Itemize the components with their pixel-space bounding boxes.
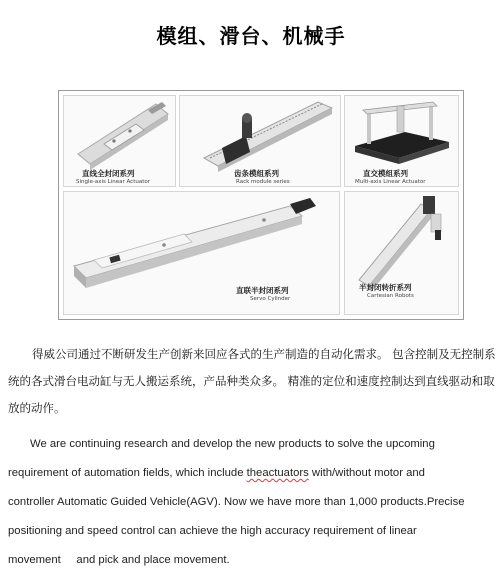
product-caption-zh: 齿条模组系列	[234, 169, 279, 178]
english-line: movement and pick and place movement.	[8, 554, 230, 566]
english-line: controller Automatic Guided Vehicle(AGV). Now we have more than 1,000 products.Precise	[8, 496, 465, 508]
product-caption-en: Servo Cylinder	[250, 296, 291, 302]
english-line	[8, 459, 498, 488]
product-caption-zh: 半封闭转折系列	[359, 283, 412, 292]
english-description	[8, 430, 498, 575]
english-line-part: requirement of automation fields, which include	[8, 467, 247, 479]
product-caption-en: Rack module series	[236, 179, 290, 185]
product-cell-cartesian	[344, 191, 459, 315]
english-line: We are continuing research and develop the new products to solve the upcoming	[30, 438, 435, 450]
spellcheck-underlined-word: theactuators	[246, 467, 309, 479]
product-caption-zh: 直联半封闭系列	[236, 286, 289, 295]
english-line: positioning and speed control can achieve the high accuracy requirement of linear	[8, 525, 417, 537]
chinese-description: 得威公司通过不断研发生产创新来回应各式的生产制造的自动化需求。 包含控制及无控制系统的各式滑台电动缸与无人搬运系统，产品种类众多。 精准的定位和速度控制达到直线驱动和取放的动作。	[8, 347, 496, 415]
servo-cylinder-image	[64, 192, 341, 316]
product-caption-en: Multi-axis Linear Actuator	[355, 179, 426, 185]
product-cell-servo-cylinder	[63, 191, 340, 315]
product-caption-en: Single-axis Linear Actuator	[76, 179, 150, 185]
product-cell-rack-module	[179, 95, 341, 187]
product-caption-en: Cartesian Robots	[367, 293, 414, 299]
product-cell-multi-axis	[344, 95, 459, 187]
product-caption-zh: 直交模组系列	[363, 169, 408, 178]
product-caption-zh: 直线全封闭系列	[82, 169, 135, 178]
english-line-part: with/without motor and	[308, 467, 425, 479]
product-cell-single-axis	[63, 95, 176, 187]
product-image-panel	[58, 90, 464, 320]
page-title: 模组、滑台、机械手	[156, 24, 346, 48]
